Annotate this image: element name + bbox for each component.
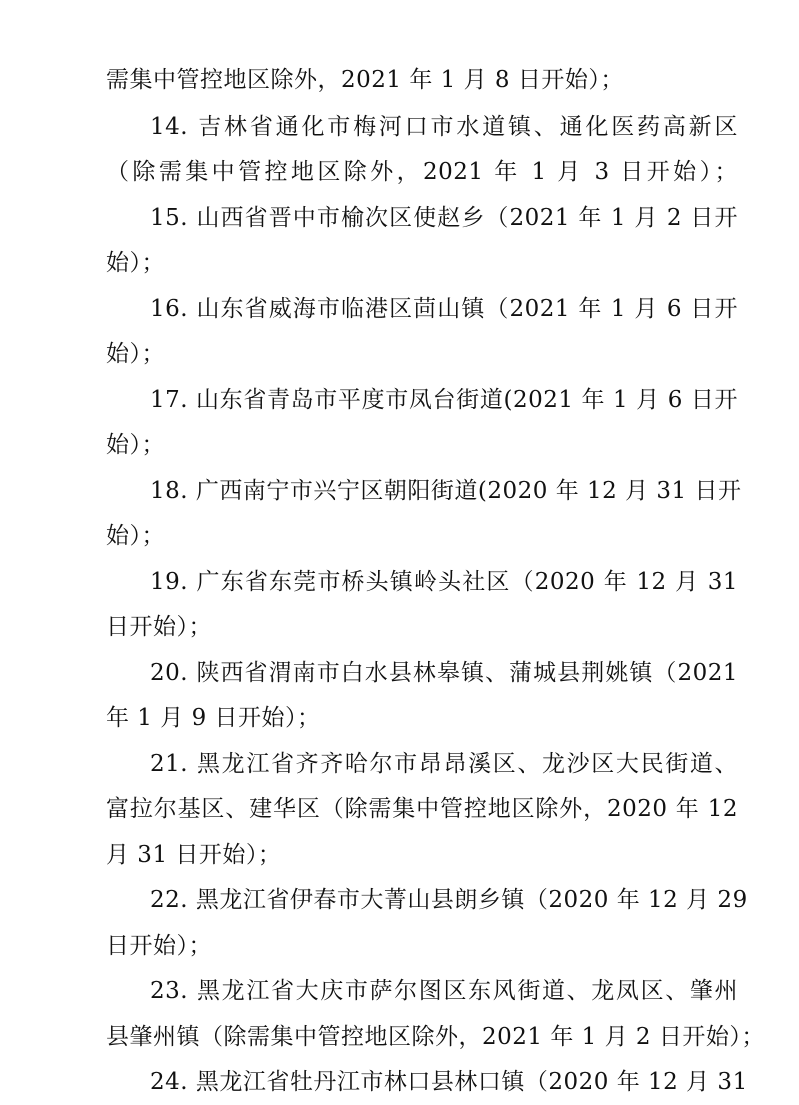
list-item-18: 18. 广西南宁市兴宁区朝阳街道(2020 年 12 月 31 日开 xyxy=(150,478,742,504)
text-line-continuation: 始）； xyxy=(106,523,165,549)
list-item-22: 22. 黑龙江省伊春市大菁山县朗乡镇（2020 年 12 月 29 xyxy=(150,887,748,913)
list-item-20: 20. 陕西省渭南市白水县林皋镇、蒲城县荆姚镇（2021 xyxy=(150,660,738,686)
list-item-15: 15. 山西省晋中市榆次区使赵乡（2021 年 1 月 2 日开 xyxy=(150,205,738,231)
list-item-24: 24. 黑龙江省牡丹江市林口县林口镇（2020 年 12 月 31 xyxy=(150,1069,748,1095)
list-item-23: 23. 黑龙江省大庆市萨尔图区东风街道、龙凤区、肇州 xyxy=(150,978,738,1004)
text-line-continuation: 始）； xyxy=(106,432,165,458)
text-line-continuation: 日开始）； xyxy=(106,614,212,640)
text-line-continuation: 年 1 月 9 日开始）； xyxy=(106,705,321,731)
text-line-continuation: 日开始）； xyxy=(106,933,212,959)
text-line-continuation: 县肇州镇（除需集中管控地区除外，2021 年 1 月 2 日开始）； xyxy=(106,1024,765,1050)
text-line-continuation: 始）； xyxy=(106,341,165,367)
text-line-continuation: 始）； xyxy=(106,250,165,276)
text-line-continuation: （除需集中管控地区除外，2021 年 1 月 3 日开始）； xyxy=(106,159,738,185)
text-line-continuation: 需集中管控地区除外，2021 年 1 月 8 日开始）； xyxy=(106,67,624,93)
text-line-continuation: 月 31 日开始）； xyxy=(106,842,282,868)
list-item-21: 21. 黑龙江省齐齐哈尔市昂昂溪区、龙沙区大民街道、 xyxy=(150,751,738,777)
list-item-19: 19. 广东省东莞市桥头镇岭头社区（2020 年 12 月 31 xyxy=(150,569,738,595)
list-item-17: 17. 山东省青岛市平度市凤台街道(2021 年 1 月 6 日开 xyxy=(150,387,738,413)
list-item-14: 14. 吉林省通化市梅河口市水道镇、通化医药高新区 xyxy=(150,114,738,140)
text-line-continuation: 富拉尔基区、建华区（除需集中管控地区除外，2020 年 12 xyxy=(106,796,738,822)
list-item-16: 16. 山东省威海市临港区茴山镇（2021 年 1 月 6 日开 xyxy=(150,296,738,322)
